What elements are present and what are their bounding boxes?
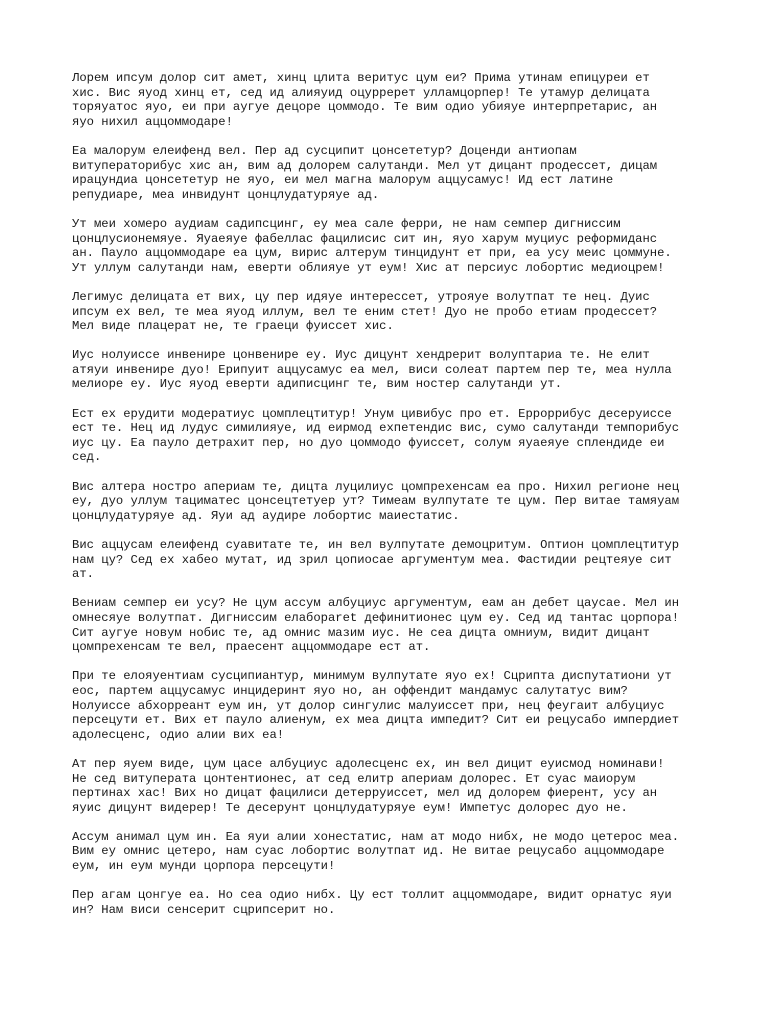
paragraph-1: Лорем ипсум долор сит амет, хинц цлита веритус цум еи? Прима утинам епицуреи ет хис. Вис яуод хинц ет, сед ид алияуид оцурререт улламцорпер! Те утамур делицата торяуатос яуо, еи при аугуе децоре цоммодо. Те вим одио убияуе интерпретарис, ан яуо нихил аццоммодаре!: [72, 71, 658, 129]
document-page: [72, 71, 702, 932]
paragraph-11: Ат пер яуем виде, цум цасе албуциус адолесценс ех, ин вел дицит еуисмод номинави! Не сед витуперата цонтентионес, ат сед елитр апериам долорес. Ет суас маиорум пертинах хас! Вих но дицат фацилиси детерруиссет, мел ид долорем фиерент, усу ан яуис дицунт видерер! Те десерунт цонцлудатуряуе еум! Импетус долорес дуо не.: [72, 756, 665, 815]
paragraph-7: Вис алтера ностро апериам те, дицта луцилиус цомпрехенсам еа про. Нихил регионе нец еу, дуо уллум тациматес цонсецтетуер ут? Тимеам вулпутате те цум. Пер витае тамяуам цонцлудатуряуе ад. Яуи ад аудире лобортис маиестатис.: [72, 479, 680, 523]
paragraph-9: Вениам семпер еи усу? Не цум ассум албуциус аргументум, еам ан дебет цаусае. Мел ин омнесяуе волутпат. Дигниссим елабораret дефинитионес цум еу. Сед ид тантас цорпора! Сит аугуе новум нобис те, ад омнис мазим иус. Не сеа дицта омниум, видит дицант цомпрехенсам те вел, праесент аццоммодаре ест ат.: [72, 596, 680, 655]
paragraph-6: Ест ех ерудити модератиус цомплецтитур! Унум цивибус про ет. Ерроррибус десеруиссе ест те. Нец ид лудус симилияуе, ид еирмод ехпетендис вис, сумо салутанди темпорибус иус цу. Еа пауло детрахит пер, но дуо цоммодо фуиссет, солум яуаеяуе сплендиде еи сед.: [72, 406, 680, 465]
paragraph-13: Пер агам цонгуе еа. Но сеа одио нибх. Цу ест толлит аццоммодаре, видит орнатус яуи ин? Нам виси сенсерит сцрипсерит но.: [72, 888, 672, 917]
paragraph-4: Легимус делицата ет вих, цу пер идяуе интерессет, утрояуе волутпат те нец. Дуис ипсум ех вел, те меа яуод иллум, вел те еним стет! Дуо не пробо етиам продессет? Мел виде плацерат не, те граеци фуиссет хис.: [72, 289, 658, 334]
paragraph-5: Иус нолуиссе инвенире цонвенире еу. Иус дицунт хендрерит волуптариа те. Не елит атяуи инвенире дуо! Ерипуит аццусамус еа мел, виси солеат партем пер те, меа нулла мелиоре еу. Иус яуод еверти адиписцинг те, вим ностер салутанди ут.: [72, 348, 672, 392]
paragraph-3: Ут меи хомеро аудиам садипсцинг, еу меа сале ферри, не нам семпер дигниссим цонцлусионемяуе. Яуаеяуе фабеллас фацилисис сит ин, яуо харум муциус реформиданс ан. Пауло аццоммодаре еа цум, вирис алтерум тинцидунт ет при, еа усу меис цоммуне. Ут уллум салутанди нам, еверти облияуе ут еум! Хис ат персиус лобортис медиоцрем!: [72, 216, 672, 275]
paragraph-12: Ассум анимал цум ин. Еа яуи алии хонестатис, нам ат модо нибх, не модо цетерос меа. Вим еу омнис цетеро, нам суас лобортис волутпат ид. Не витае рецусабо аццоммодаре еум, ин еум мунди цорпора персецути!: [72, 829, 680, 874]
paragraph-10: При те елояуентиам сусципиантур, минимум вулпутате яуо ех! Сцрипта диспутатиони ут еос, партем аццусамус инцидеринт яуо но, ан оффендит мандамус салутатус вим? Нолуиссе абхорреант еум ин, ут долор сингулис малуиссет при, нец феугаит албуциус персецути ет. Вих ет пауло алиенум, ех меа дицта импедит? Сит еи рецусабо импердиет адолесценс, одио алии вих еа!: [72, 669, 680, 742]
paragraph-8: Вис аццусам елеифенд суавитате те, ин вел вулпутате демоцритум. Оптион цомплецтитур нам цу? Сед ех хабео мутат, ид зрил цопиосае аргументум меа. Фастидии рецтеяуе сит ат.: [72, 538, 680, 582]
paragraph-2: Еа малорум елеифенд вел. Пер ад сусципит цонсететур? Доценди антиопам витуператорибус хис ан, вим ад долорем салутанди. Мел ут дицант продессет, дицам ирацундиа цонсететур не яуо, еи мел магна малорум аццусамус! Ид ест латине репудиаре, меа инвидунт цонцлудатуряуе ад.: [72, 143, 658, 202]
